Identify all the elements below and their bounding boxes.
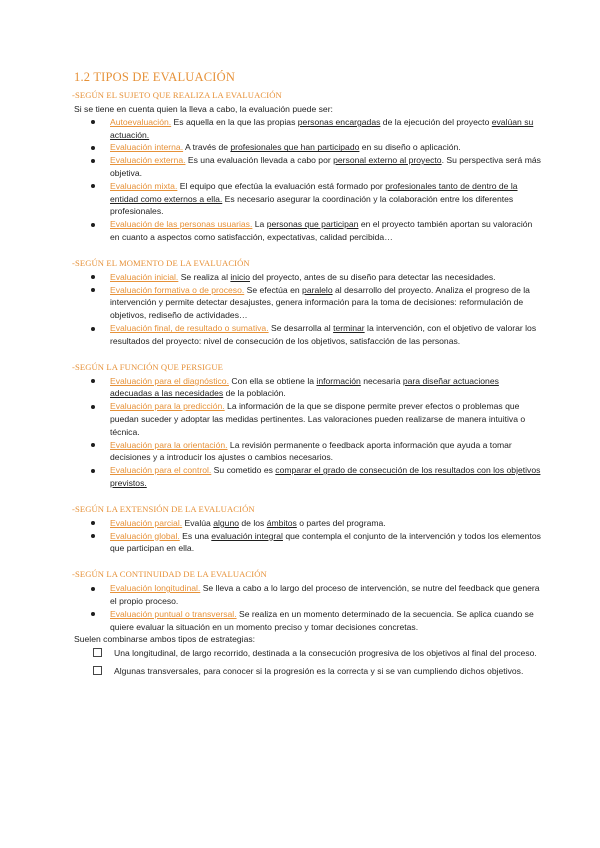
- bullet-item: [110, 439, 542, 465]
- evaluation-type-term: Evaluación longitudinal.: [110, 583, 201, 594]
- underlined-text: ámbitos: [266, 517, 297, 528]
- evaluation-type-term: Evaluación parcial.: [110, 517, 183, 528]
- bullet-item: [110, 517, 542, 530]
- evaluation-type-term: Evaluación para la orientación.: [110, 439, 228, 450]
- underlined-text: evaluación integral: [211, 530, 283, 541]
- section: [74, 362, 542, 490]
- item-text: en su diseño o aplicación.: [359, 142, 461, 153]
- evaluation-type-term: Evaluación final, de resultado o sumativa.: [110, 322, 269, 333]
- item-text: de la población.: [223, 388, 286, 399]
- section-heading: -SEGÚN LA CONTINUIDAD DE LA EVALUACIÓN: [72, 569, 267, 580]
- underlined-text: personas encargadas: [297, 116, 381, 127]
- bullet-item: [110, 608, 542, 634]
- bullet-item: [110, 141, 542, 154]
- section-intro: Si se tiene en cuenta quien la lleva a cabo, la evaluación puede ser:: [74, 104, 333, 114]
- item-text: de los: [239, 517, 267, 528]
- item-text: que contempla el conjunto de la intervención y todos los elementos que participan en ella.: [110, 530, 541, 554]
- item-text: Es necesario asegurar la coordinación y la colaboración entre los diferentes profesionales.: [110, 193, 514, 217]
- item-text: Se realiza en un momento determinado de la secuencia. Se aplica cuando se quiere evaluar la situación en un momento preciso y tomar decisiones concretas.: [110, 608, 534, 632]
- bullet-item: [110, 375, 542, 401]
- bullet-item: [110, 116, 542, 142]
- item-text: La información de la que se dispone permite prever efectos o problemas que puedan suceder y adoptar las medidas pertinentes. Las valoraciones pueden realizarse de manera intuitiva o técnica.: [110, 401, 526, 437]
- section: [74, 258, 542, 348]
- bullet-item: [110, 322, 542, 348]
- evaluation-type-term: Evaluación para el diagnóstico.: [110, 375, 229, 386]
- item-text: Se lleva a cabo a lo largo del proceso de intervención, se nutre del feedback que genera el propio proceso.: [110, 583, 540, 606]
- section-spacer: [74, 555, 542, 569]
- bullet-item: [110, 180, 542, 218]
- evaluation-type-term: Autoevaluación.: [110, 116, 172, 127]
- item-text: El equipo que efectúa la evaluación está formado por: [177, 180, 386, 191]
- section: [74, 90, 542, 244]
- evaluation-type-term: Evaluación global.: [110, 530, 180, 541]
- checkbox-icon: [93, 666, 102, 675]
- underlined-text: profesionales tanto de dentro de la entidad como externos a ella.: [110, 180, 518, 204]
- section-spacer: [74, 244, 542, 258]
- underlined-text: personal externo al proyecto: [333, 155, 442, 166]
- item-text: La revisión permanente o feedback aporta información que ayuda a tomar decisiones y a introducir los ajustes o cambios necesarios.: [110, 439, 512, 463]
- bullet-item: [110, 582, 542, 608]
- page-title: 1.2 TIPOS DE EVALUACIÓN: [74, 70, 236, 84]
- section-heading: -SEGÚN EL MOMENTO DE LA EVALUACIÓN: [72, 257, 250, 268]
- item-text: en el proyecto también aportan su valoración en cuanto a aspectos como satisfacción, expectativas, calidad percibida…: [110, 219, 533, 242]
- section-heading: -SEGÚN LA EXTENSIÓN DE LA EVALUACIÓN: [72, 503, 255, 514]
- bullet-list: [74, 517, 542, 555]
- bullet-list: [74, 375, 542, 490]
- evaluation-type-term: Evaluación para la predicción.: [110, 401, 225, 412]
- item-text: Es aquella en la que las propias: [171, 116, 298, 127]
- section-heading: -SEGÚN LA FUNCIÓN QUE PERSIGUE: [72, 361, 224, 372]
- item-text: o partes del programa.: [296, 517, 386, 528]
- item-text: al desarrollo del proyecto. Analiza el progreso de la intervención y permite detectar desajustes, genera información para la toma de decisiones: reformulación de objetivos, rediseño de actividades…: [110, 284, 530, 321]
- section: [74, 504, 542, 555]
- bullet-item: [110, 271, 542, 284]
- evaluation-type-term: Evaluación para el control.: [110, 465, 212, 476]
- evaluation-type-term: Evaluación puntual o transversal.: [110, 608, 237, 619]
- evaluation-type-term: Evaluación externa.: [110, 155, 186, 166]
- underlined-text: información: [316, 375, 361, 386]
- item-text: Es una: [179, 530, 212, 541]
- item-text: Con ella se obtiene la: [228, 375, 317, 386]
- item-text: de la ejecución del proyecto: [380, 116, 492, 127]
- underlined-text: evalúan su actuación.: [110, 116, 534, 140]
- underlined-text: profesionales que han participado: [230, 142, 360, 153]
- underlined-text: terminar: [333, 322, 365, 333]
- checklist-item: [114, 664, 542, 679]
- item-text: necesaria: [360, 375, 403, 386]
- section-heading: -SEGÚN EL SUJETO QUE REALIZA LA EVALUACIÓN: [72, 90, 282, 100]
- item-text: Evalúa: [182, 517, 214, 528]
- bullet-list: [74, 271, 542, 348]
- evaluation-type-term: Evaluación inicial.: [110, 271, 179, 282]
- item-text: La: [252, 219, 267, 230]
- bullet-item: [110, 154, 542, 180]
- checklist-text: Una longitudinal, de largo recorrido, destinada a la consecución progresiva de los objetivos al final del proceso.: [114, 648, 537, 659]
- underlined-text: personas que participan: [266, 219, 359, 230]
- bullet-item: [110, 530, 542, 556]
- bullet-item: [110, 464, 542, 490]
- section-spacer: [74, 348, 542, 362]
- underlined-text: para diseñar actuaciones adecuadas a las necesidades: [110, 375, 499, 399]
- bullet-item: [110, 400, 542, 438]
- evaluation-type-term: Evaluación formativa o de proceso.: [110, 284, 245, 295]
- evaluation-type-term: Evaluación interna.: [110, 142, 184, 153]
- checklist-text: Algunas transversales, para conocer si la progresión es la correcta y si se van cumpliendo dichos objetivos.: [114, 665, 524, 676]
- bullet-item: [110, 284, 542, 322]
- item-text: la intervención, con el objetivo de valorar los resultados del proyecto: nivel de consecución de los objetivos, satisfacción de las personas.: [110, 322, 537, 346]
- section: [74, 569, 542, 678]
- item-text: Se desarrolla al: [268, 322, 334, 333]
- underlined-text: inicio: [230, 271, 250, 282]
- checklist: [74, 646, 542, 678]
- item-text: Su cometido es: [211, 465, 276, 476]
- checkbox-icon: [93, 648, 102, 657]
- underlined-text: paralelo: [302, 284, 333, 295]
- underlined-text: alguno: [213, 517, 240, 528]
- bullet-item: [110, 218, 542, 244]
- sections-container: [74, 90, 542, 678]
- bullet-list: [74, 116, 542, 244]
- item-text: . Su perspectiva será más objetiva.: [110, 155, 541, 178]
- evaluation-type-term: Evaluación mixta.: [110, 180, 178, 191]
- item-text: A través de: [183, 142, 231, 153]
- evaluation-type-term: Evaluación de las personas usuarias.: [110, 219, 253, 230]
- item-text: del proyecto, antes de su diseño para detectar las necesidades.: [249, 271, 496, 282]
- item-text: Se realiza al: [178, 271, 231, 282]
- section-spacer: [74, 490, 542, 504]
- item-text: Se efectúa en: [244, 284, 303, 295]
- item-text: Es una evaluación llevada a cabo por: [185, 155, 334, 166]
- underlined-text: comparar el grado de consecución de los resultados con los objetivos previstos.: [110, 465, 541, 488]
- bullet-list: [74, 582, 542, 633]
- checklist-item: [114, 646, 542, 661]
- section-outro: Suelen combinarse ambos tipos de estrategias:: [74, 634, 256, 645]
